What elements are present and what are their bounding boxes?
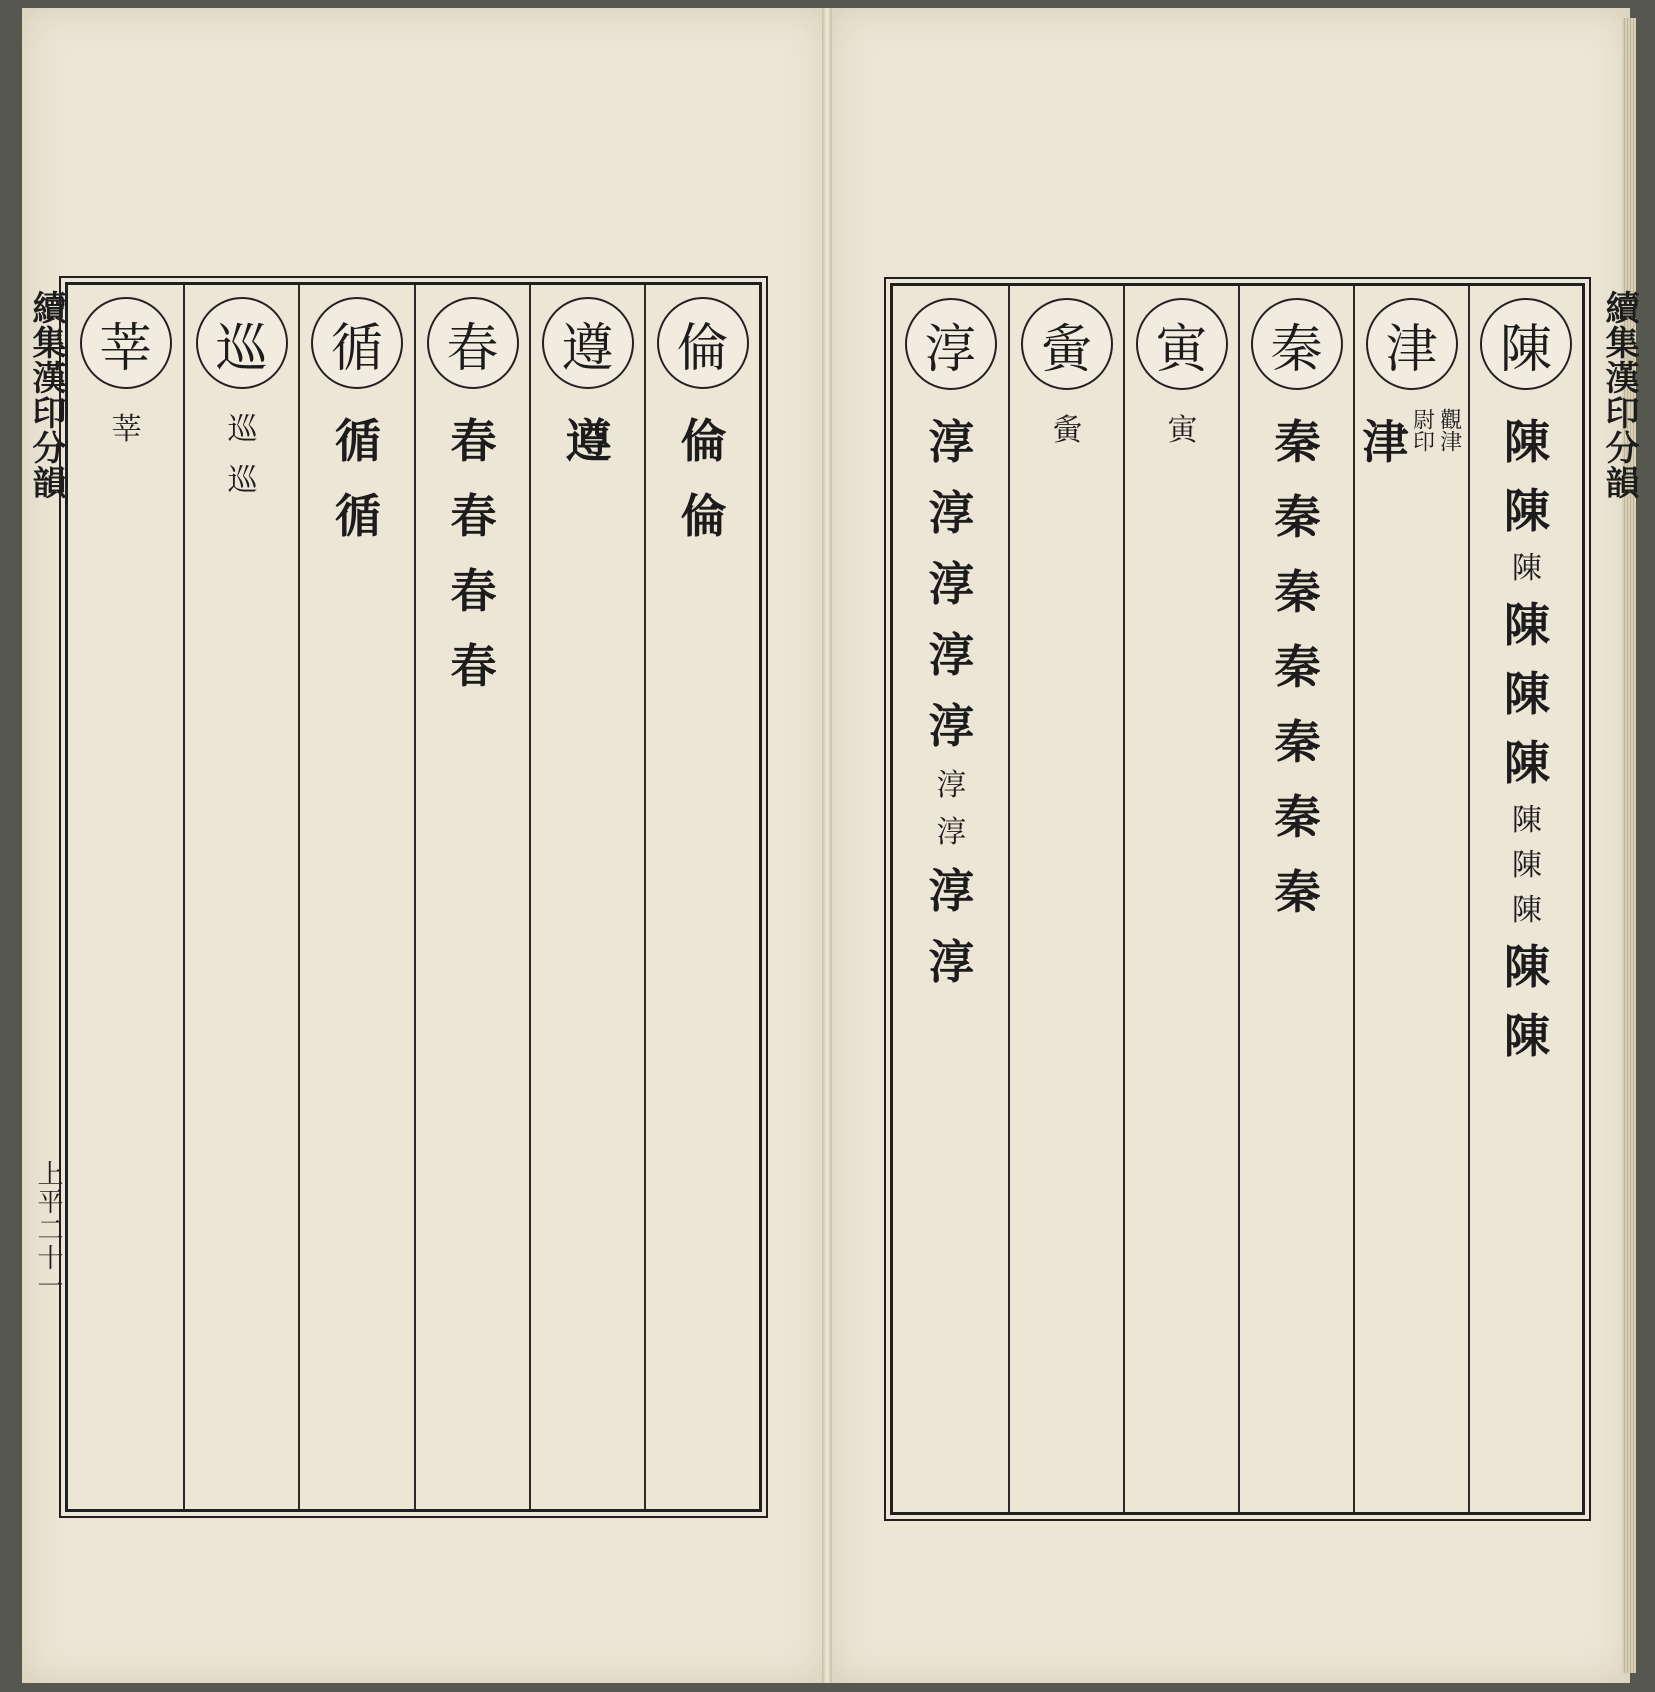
- seal-forms: [1275, 408, 1319, 927]
- seal-forms: [112, 407, 140, 452]
- right-column: [1123, 286, 1238, 1512]
- seal-form: 莘: [111, 412, 140, 447]
- seal-form: 巡: [227, 463, 256, 498]
- seal-form: 淳: [936, 768, 965, 803]
- seal-form: 淳: [936, 815, 965, 850]
- seal-forms: [1053, 408, 1081, 453]
- seal-form: 淳: [928, 628, 973, 682]
- seal-form: 陳: [1504, 940, 1548, 994]
- right-column: [893, 286, 1008, 1512]
- right-column: [1238, 286, 1353, 1512]
- left-column: [529, 285, 644, 1509]
- headword: 秦: [1251, 298, 1343, 390]
- seal-form: 秦: [1274, 565, 1319, 619]
- book-gutter: [822, 8, 832, 1683]
- headword: 巡: [196, 297, 288, 389]
- seal-form: 陳: [1512, 893, 1540, 928]
- page-edges: [1622, 18, 1636, 1673]
- left-margin-title: 續集漢印分韻: [26, 290, 66, 500]
- right-frame: [890, 283, 1585, 1515]
- note-line: 尉印: [1409, 408, 1435, 452]
- left-column: [414, 285, 529, 1509]
- headword: 莘: [80, 297, 172, 389]
- left-folio: 上平二十一: [33, 1160, 63, 1300]
- headword: 遵: [542, 297, 634, 389]
- seal-form: 陳: [1504, 598, 1548, 652]
- seal-form: 秦: [1274, 415, 1319, 469]
- seal-form: 倫: [680, 414, 725, 468]
- seal-forms: [335, 407, 379, 551]
- seal-form: 寅: [1167, 413, 1196, 448]
- seal-form: 陳: [1512, 848, 1540, 883]
- seal-form: 淳: [928, 935, 973, 989]
- headword: 津: [1366, 298, 1458, 390]
- left-column: [298, 285, 414, 1509]
- seal-form: 秦: [1274, 790, 1319, 844]
- left-frame: [65, 282, 762, 1512]
- seal-form: 淳: [928, 699, 973, 753]
- seal-form: 淳: [928, 486, 973, 540]
- seal-inscription-note: [1410, 408, 1460, 452]
- seal-form: 巡: [227, 412, 256, 447]
- seal-form: 淳: [928, 415, 973, 469]
- seal-form: 陳: [1504, 484, 1548, 538]
- seal-form: 陳: [1504, 415, 1548, 469]
- seal-form: 陳: [1504, 736, 1548, 790]
- seal-form: 陳: [1512, 551, 1540, 586]
- seal-form: 陳: [1504, 667, 1548, 721]
- left-column: [183, 285, 298, 1509]
- seal-form: 遵: [565, 414, 610, 468]
- seal-form: 秦: [1274, 640, 1319, 694]
- right-column: [1353, 286, 1468, 1512]
- seal-form: 春: [450, 564, 495, 618]
- seal-form: 春: [450, 414, 495, 468]
- seal-form: 津: [1362, 415, 1407, 469]
- right-margin-title: 續集漢印分韻: [1599, 290, 1639, 500]
- seal-form: 夤: [1052, 413, 1081, 448]
- seal-form: 淳: [928, 864, 973, 918]
- seal-forms: [228, 407, 256, 503]
- left-column: [68, 285, 183, 1509]
- headword: 夤: [1021, 298, 1113, 390]
- seal-form: 秦: [1274, 490, 1319, 544]
- seal-form: 春: [450, 489, 495, 543]
- seal-form: 陳: [1512, 803, 1540, 838]
- seal-form: 陳: [1504, 1009, 1548, 1063]
- headword: 春: [427, 297, 519, 389]
- seal-forms: [1362, 408, 1460, 477]
- seal-form: 淳: [928, 557, 973, 611]
- headword: 淳: [905, 298, 997, 390]
- headword: 陳: [1480, 298, 1572, 390]
- seal-forms: [929, 408, 973, 997]
- seal-forms: [681, 407, 725, 551]
- seal-form: 循: [335, 489, 379, 543]
- headword: 循: [311, 297, 403, 389]
- seal-form: 秦: [1274, 715, 1319, 769]
- seal-forms: [1168, 408, 1196, 453]
- seal-form: 春: [450, 639, 495, 693]
- note-line: 觀津: [1436, 408, 1462, 452]
- right-column: [1468, 286, 1582, 1512]
- seal-forms: [1504, 408, 1548, 1071]
- seal-form: 秦: [1274, 865, 1319, 919]
- seal-forms: [451, 407, 495, 701]
- left-column: [644, 285, 759, 1509]
- seal-form: 循: [335, 414, 379, 468]
- right-column: [1008, 286, 1123, 1512]
- seal-form: 倫: [680, 489, 725, 543]
- headword: 寅: [1136, 298, 1228, 390]
- seal-forms: [566, 407, 610, 476]
- headword: 倫: [657, 297, 749, 389]
